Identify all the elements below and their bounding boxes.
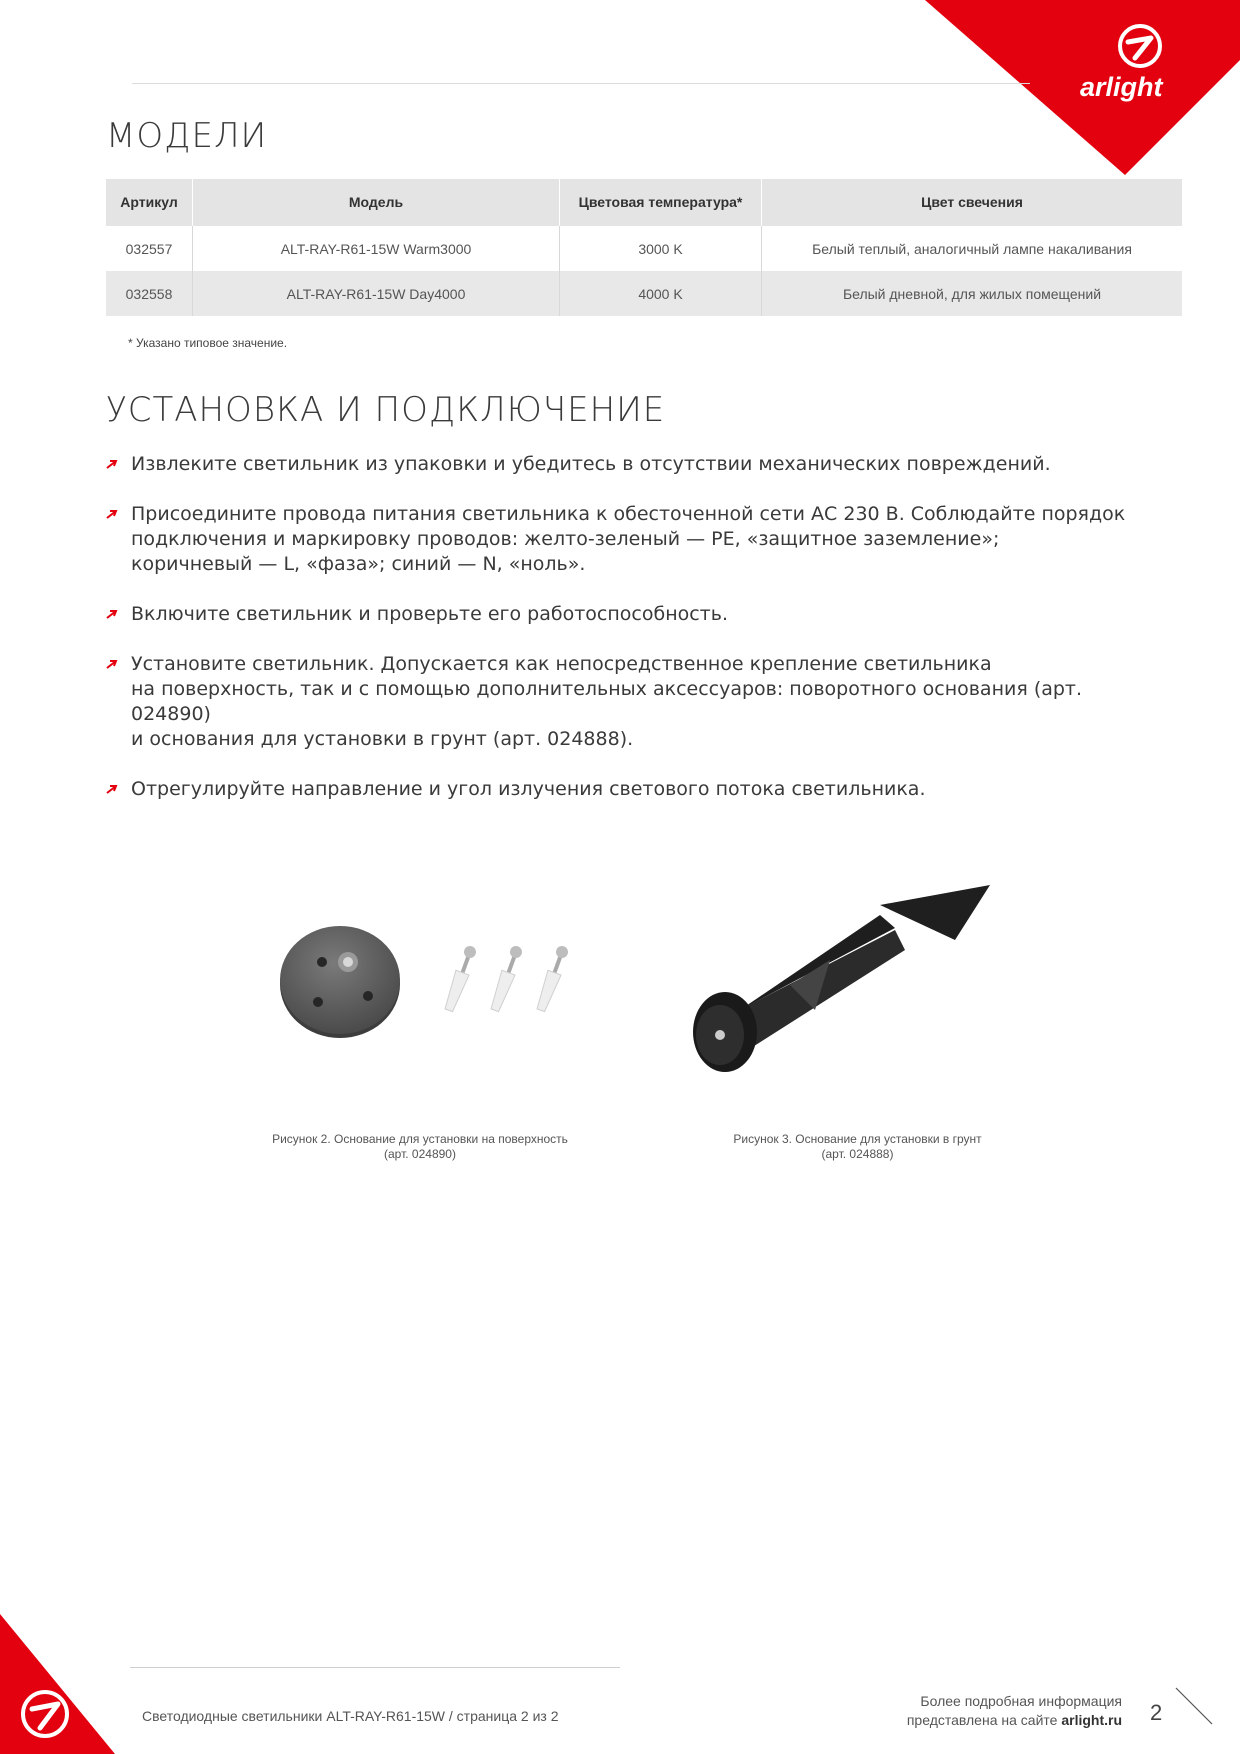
- figure-3-caption-article: (арт. 024888): [821, 1147, 894, 1161]
- screw-anchor-set: [442, 944, 570, 1013]
- cell-color-temp: 3000 K: [560, 226, 762, 272]
- footnote: * Указано типовое значение.: [128, 336, 288, 350]
- step-text: Включите светильник и проверьте его работоспособность.: [131, 603, 728, 625]
- step-text: Извлеките светильник из упаковки и убедитесь в отсутствии механических повреждений.: [131, 453, 1051, 475]
- figure-3-caption: [680, 1132, 1035, 1162]
- models-table: [106, 179, 1182, 316]
- ground-spike-image: [680, 870, 1000, 1090]
- table-row: [106, 271, 1182, 316]
- cell-article: 032558: [106, 271, 193, 316]
- cell-light-color: Белый теплый, аналогичный лампе накаливания: [762, 226, 1183, 272]
- step-text: Отрегулируйте направление и угол излучения светового потока светильника.: [131, 778, 926, 800]
- figure-2-caption: [240, 1132, 600, 1162]
- top-divider: [132, 83, 1030, 84]
- table-header-row: [106, 179, 1182, 226]
- brand-corner-bottom-left: [0, 1614, 120, 1754]
- header-color-temp: Цветовая температура*: [560, 179, 762, 226]
- install-section-title: УСТАНОВКА И ПОДКЛЮЧЕНИЕ: [106, 390, 666, 430]
- arrow-bullet-icon: [106, 459, 118, 469]
- list-item: [106, 652, 1146, 752]
- figure-3-caption-title: Рисунок 3. Основание для установки в грунт: [733, 1132, 982, 1146]
- footer-more-info: [860, 1692, 1122, 1730]
- logo-wordmark: arlight: [1080, 72, 1163, 102]
- header-light-color: Цвет свечения: [762, 179, 1183, 226]
- list-item: [106, 502, 1146, 577]
- header-article: Артикул: [106, 179, 193, 226]
- brand-corner-top-right: [925, 0, 1240, 175]
- step-text: подключения и маркировку проводов: желто-зеленый — PE, «защитное заземление»;: [131, 528, 1000, 550]
- footer-more-info-line1: Более подробная информация: [920, 1693, 1122, 1709]
- cell-light-color: Белый дневной, для жилых помещений: [762, 271, 1183, 316]
- footer-more-info-line2: представлена на сайте: [906, 1712, 1062, 1728]
- footer-doc-info: Светодиодные светильники ALT-RAY-R61-15W / страница 2 из 2: [142, 1708, 559, 1724]
- step-text: коричневый — L, «фаза»; синий — N, «ноль».: [131, 553, 586, 575]
- cell-model: ALT-RAY-R61-15W Day4000: [193, 271, 560, 316]
- step-text: Присоедините провода питания светильника к обесточенной сети АС 230 В. Соблюдайте порядок: [131, 503, 1126, 525]
- cell-article: 032557: [106, 226, 193, 272]
- models-section-title: МОДЕЛИ: [106, 116, 268, 156]
- step-text: и основания для установки в грунт (арт. 024888).: [131, 728, 634, 750]
- list-item: [106, 777, 1146, 802]
- bottom-divider: [130, 1667, 620, 1668]
- page-slash-decoration: [1174, 1686, 1214, 1726]
- step-text: на поверхность, так и с помощью дополнительных аксессуаров: поворотного основания (арт. 024890): [131, 678, 1083, 725]
- arrow-bullet-icon: [106, 609, 118, 619]
- step-text: Установите светильник. Допускается как непосредственное крепление светильника: [131, 653, 992, 675]
- surface-mount-base-image: [270, 900, 600, 1060]
- figure-2-caption-title: Рисунок 2. Основание для установки на поверхность: [272, 1132, 568, 1146]
- table-row: [106, 226, 1182, 272]
- arrow-bullet-icon: [106, 659, 118, 669]
- footer-site-link[interactable]: arlight.ru: [1061, 1712, 1122, 1728]
- list-item: [106, 452, 1146, 477]
- header-model: Модель: [193, 179, 560, 226]
- arrow-bullet-icon: [106, 509, 118, 519]
- page-number: 2: [1150, 1700, 1163, 1725]
- cell-model: ALT-RAY-R61-15W Warm3000: [193, 226, 560, 272]
- cell-color-temp: 4000 K: [560, 271, 762, 316]
- figure-2-caption-article: (арт. 024890): [384, 1147, 456, 1161]
- list-item: [106, 602, 1146, 627]
- arrow-bullet-icon: [106, 784, 118, 794]
- install-steps-list: [106, 452, 1146, 827]
